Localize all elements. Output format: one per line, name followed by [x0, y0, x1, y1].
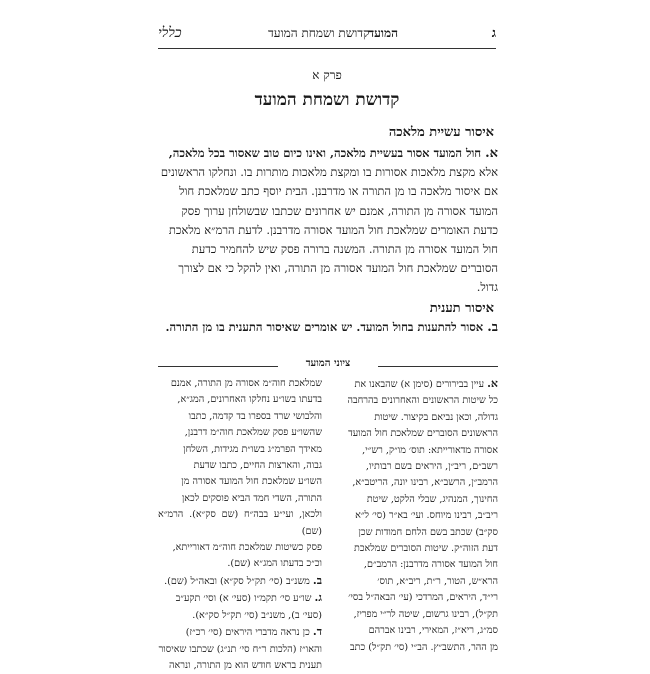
footnote-line [158, 608, 322, 624]
footnote-line [158, 573, 322, 590]
footnote-text: שו״ע סי׳ תקמ״ו (סעי׳ א) וסי׳ תקע״ב [175, 593, 315, 605]
chapter-title: קדושת ושמחת המועד [254, 90, 400, 110]
footnote-text: ולכאן, ועי״ע בבה״ח (שם סק״א). הרמ״א (שם) [158, 509, 322, 537]
footnote-text: החינוך, המנהיג, שבלי הלקט, שיטת [366, 493, 498, 505]
footnote-text: הראשונים הסוברים שמלאכת חול המועד [348, 428, 498, 440]
footnote-line [158, 409, 322, 425]
footnote-line [334, 574, 498, 590]
footnote-text: גבוה, והארצות החיים, כתבו שדעת [193, 460, 322, 472]
footnote-text: גדולה, וכאן נביאם בקיצור. שיטות [374, 411, 498, 423]
paragraph-label: א. [485, 146, 498, 161]
running-header [158, 22, 496, 44]
footnote-label: ב. [312, 573, 322, 587]
footnote-text: סמ״ג, ריא״ז, המאירי, רבינו אברהם [368, 625, 498, 637]
footnote-line [334, 525, 498, 541]
footnote-line [334, 459, 498, 475]
footnotes-column-left [158, 376, 322, 674]
paragraph-lead-text: אסור להתענות בחול המועד. יש אומרים שאיסור התענית בו מן התורה. [165, 320, 488, 334]
section-body [158, 144, 498, 298]
paragraph-lead-text: חול המועד אסור בעשיית מלאכה, ואינו כיום טוב שאסור בכל מלאכה, [168, 146, 486, 160]
footnote-line [334, 541, 498, 557]
footnote-text: הרא״ש, הטור, ר״ת, ריב״א, תוס׳ [377, 575, 498, 587]
footnote-text: תענית בראש חודש הוא מן התורה, ונראה [168, 659, 322, 671]
footnote-text: השו״ע שמלאכת חול המועד אסורה מן [181, 476, 322, 488]
footnote-line [158, 458, 322, 474]
footnote-text: אסורה מדאורייתא: תוס׳ מו״ק, רש״י, [362, 444, 498, 456]
footnote-text: עיין בבירורים (סימן א) שהבאנו את [354, 379, 488, 390]
footnote-line [158, 425, 322, 441]
footnote-label: א. [487, 377, 498, 390]
footnote-line [158, 491, 322, 507]
footnote-text: כן נראה מדברי היראים (סי׳ רכ״ז) [185, 627, 313, 639]
footnote-text: והלבושי שרד בספרו בד קדמה, כתבו [188, 410, 322, 422]
footnote-text: הרמב״ן, הרשב״א, רבינו יונה, הריטב״א, [352, 477, 498, 489]
body-line: המועד אסורה מן התורה, אמנם יש אחרונים שכתבו שבשולחן ערוך פסק [181, 203, 498, 218]
body-line: כדעת האומרים שמלאכת חול המועד אסורה מדרבנן. לדעת הרמ״א מלאכת [168, 222, 498, 237]
footnote-text: כל שיטות הראשונים והאחרונים בהרחבה [347, 395, 498, 407]
footnote-text: וכ״כ בדעתו המג״א (שם). [227, 558, 322, 570]
footnote-line [334, 410, 498, 426]
footnote-text: מאידך הפרמ״ג בשו״ת מגידות, השלחן [183, 443, 322, 455]
body-line [158, 318, 498, 337]
footnote-line [158, 556, 322, 572]
footnote-line [158, 474, 322, 490]
footnote-line [158, 442, 322, 458]
body-line: אם איסור מלאכה בו מן התורה או מדרבנן. הבית יוסף כתב שמלאכת חול [179, 184, 498, 199]
body-line [158, 144, 498, 163]
header-rule [158, 48, 496, 49]
body-line: אלא מקצת מלאכות אסורות בו ומקצת מלאכות מותרות בו. ונחלקו הראשונים [160, 165, 498, 180]
series-name: כללי [158, 24, 182, 41]
section-heading: איסור עשיית מלאכה [388, 125, 494, 140]
footnote-text: שמלאכת חוה״מ אסורה מן התורה, אמנם [170, 378, 322, 389]
footnote-text: התורה, השדי חמד הביא פוסקים לכאן [181, 492, 322, 504]
footnote-text: שהשו״ע פסק שמלאכת חוה״מ דרבנן, [184, 427, 322, 439]
footnote-line [334, 443, 498, 459]
page-number: ג [491, 26, 496, 41]
footnote-line [334, 623, 498, 639]
footnote-label: ג. [314, 591, 322, 605]
footnote-line [334, 508, 498, 524]
footnote-line [158, 376, 322, 392]
footnote-line [334, 376, 498, 393]
footnote-line [158, 658, 322, 674]
running-chapter-title: קדושת ושמחת המועד [268, 25, 370, 40]
footnote-text: רשב״ם, ריב״ן, היראים בשם רבותיו, [365, 461, 498, 473]
section-heading: איסור תענית [429, 301, 494, 316]
footnote-line [334, 492, 498, 508]
body-line: הסוברים שמלאכת חול המועד אסורה מן התורה, ואין להקל כי אם לצורך [178, 261, 498, 276]
footnote-line [334, 557, 498, 573]
footnote-line [334, 640, 498, 656]
footnote-label: ד. [312, 625, 322, 639]
chapter-number: פרק א [312, 68, 342, 82]
footnote-line [334, 590, 498, 606]
footnote-line [334, 393, 498, 409]
footnotes-separator [158, 358, 498, 374]
footnote-text: חול המועד אסורה מדרבנן: הרמב״ם, [363, 559, 498, 571]
footnote-line [158, 624, 322, 641]
footnote-text: משנ״ב (סי׳ תק״ל סק״א) ובאה״ל (שם). [164, 575, 313, 587]
body-line: חול המועד אסורה מן התורה. המשנה ברורה פסק שיש להחמיר כדעת [191, 242, 498, 257]
footnote-line [158, 507, 322, 540]
footnotes-column-right [334, 376, 498, 656]
footnote-text: מן ההר, התשב״ץ. הב״י (סי׳ תק״ל) כתב [350, 641, 498, 653]
footnote-line [334, 475, 498, 491]
footnote-text: פסק כשיטות שמלאכת חוה״מ דאורייתא, [172, 542, 322, 554]
footnote-line [158, 392, 322, 408]
footnote-line [334, 426, 498, 442]
footnote-line [158, 590, 322, 607]
book-title: המועד [368, 25, 398, 40]
separator-line-left [158, 366, 278, 367]
footnote-text: סק״ב) שכתב בשם הלחם חמודות שכן [358, 526, 498, 538]
footnote-line [334, 607, 498, 623]
body-line: גדול. [476, 280, 498, 295]
section-body [158, 318, 498, 337]
footnote-text: דעת הזוה״ק. שיטות הסוברים שמלאכת [353, 543, 498, 555]
footnote-text: והאו״ז (הלכות ר״ח סי׳ תנ״ג) שכתבו שאיסור [158, 643, 322, 655]
footnotes-title: ציוני המועד [305, 358, 351, 369]
separator-line-right [378, 366, 498, 367]
footnote-text: רי״ד, היראים, המרדכי (עי׳ הבאה״ל בסי׳ [348, 592, 498, 604]
footnote-line [158, 540, 322, 556]
footnote-text: (סעי׳ ב), משנ״ב (סי׳ תק״ל סק״א). [192, 609, 322, 621]
footnote-text: בדעתו בשו״ע נחלקו האחרונים, המג״א, [177, 394, 322, 406]
footnote-text: ריב״ב, רבינו מיוחס. ועי׳ בא״ר (סי׳ ל״א [355, 510, 498, 522]
footnote-text: תק״ל), רבינו גרשום, שיטה לר״י מפריז, [353, 608, 498, 620]
paragraph-label: ב. [487, 320, 498, 335]
